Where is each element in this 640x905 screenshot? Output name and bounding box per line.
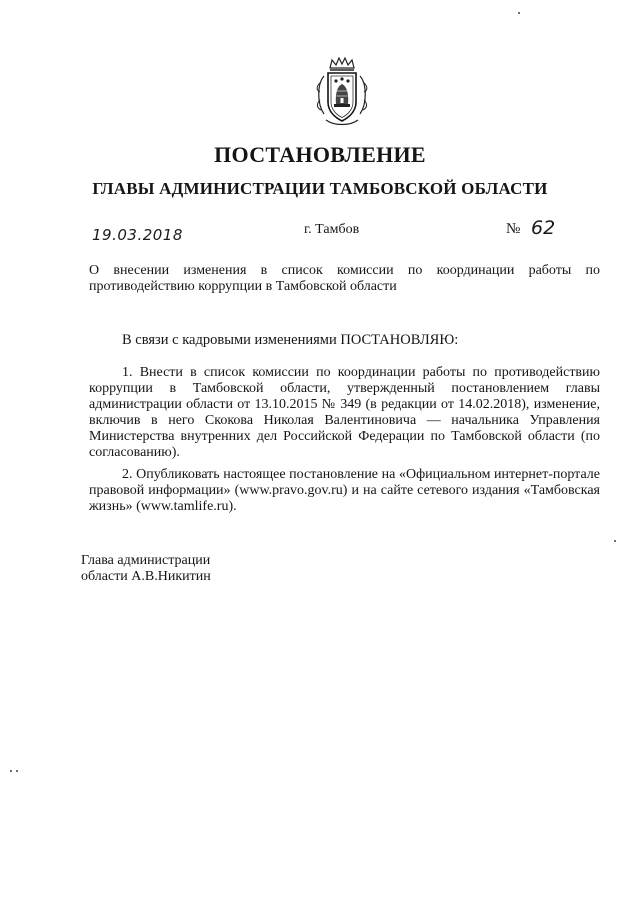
scan-speck bbox=[614, 540, 616, 542]
document-item-1: 1. Внести в список комиссии по координации работы по противодействию коррупции в Тамбовской области, утвержденный постановлением главы администрации области от 13.10.2015 № 349 (в редакции от 14.02.2018), изменение, включив в него Скокова Николая Валентиновича — начальника Управления Министерства внутренних дел Российской Федерации по Тамбовской области (по согласованию). bbox=[89, 365, 600, 460]
document-city: г. Тамбов bbox=[304, 222, 360, 237]
document-number-value: 62 bbox=[531, 217, 556, 239]
coat-of-arms-icon bbox=[312, 56, 372, 128]
document-subtitle: ГЛАВЫ АДМИНИСТРАЦИИ ТАМБОВСКОЙ ОБЛАСТИ bbox=[92, 179, 548, 198]
scan-speck bbox=[16, 770, 18, 772]
scan-speck bbox=[10, 770, 12, 772]
signature-line-1: Глава администрации bbox=[81, 553, 211, 568]
document-item-2: 2. Опубликовать настоящее постановление на «Официальном интернет-портале правовой информации» (www.pravo.gov.ru) и на сайте сетевого издания «Тамбовская жизнь» (www.tamlife.ru). bbox=[89, 467, 600, 514]
document-subject: О внесении изменения в список комиссии по координации работы по противодействию коррупции в Тамбовской области bbox=[89, 263, 600, 294]
document-number-label: № bbox=[506, 221, 521, 237]
document-preamble: В связи с кадровыми изменениями ПОСТАНОВЛЯЮ: bbox=[122, 332, 459, 348]
signature-block bbox=[81, 553, 211, 585]
document-date: 19.03.2018 bbox=[92, 226, 183, 244]
signature-line-2: области А.В.Никитин bbox=[81, 569, 211, 584]
scan-speck bbox=[518, 12, 520, 14]
document-title: ПОСТАНОВЛЕНИЕ bbox=[214, 142, 426, 167]
